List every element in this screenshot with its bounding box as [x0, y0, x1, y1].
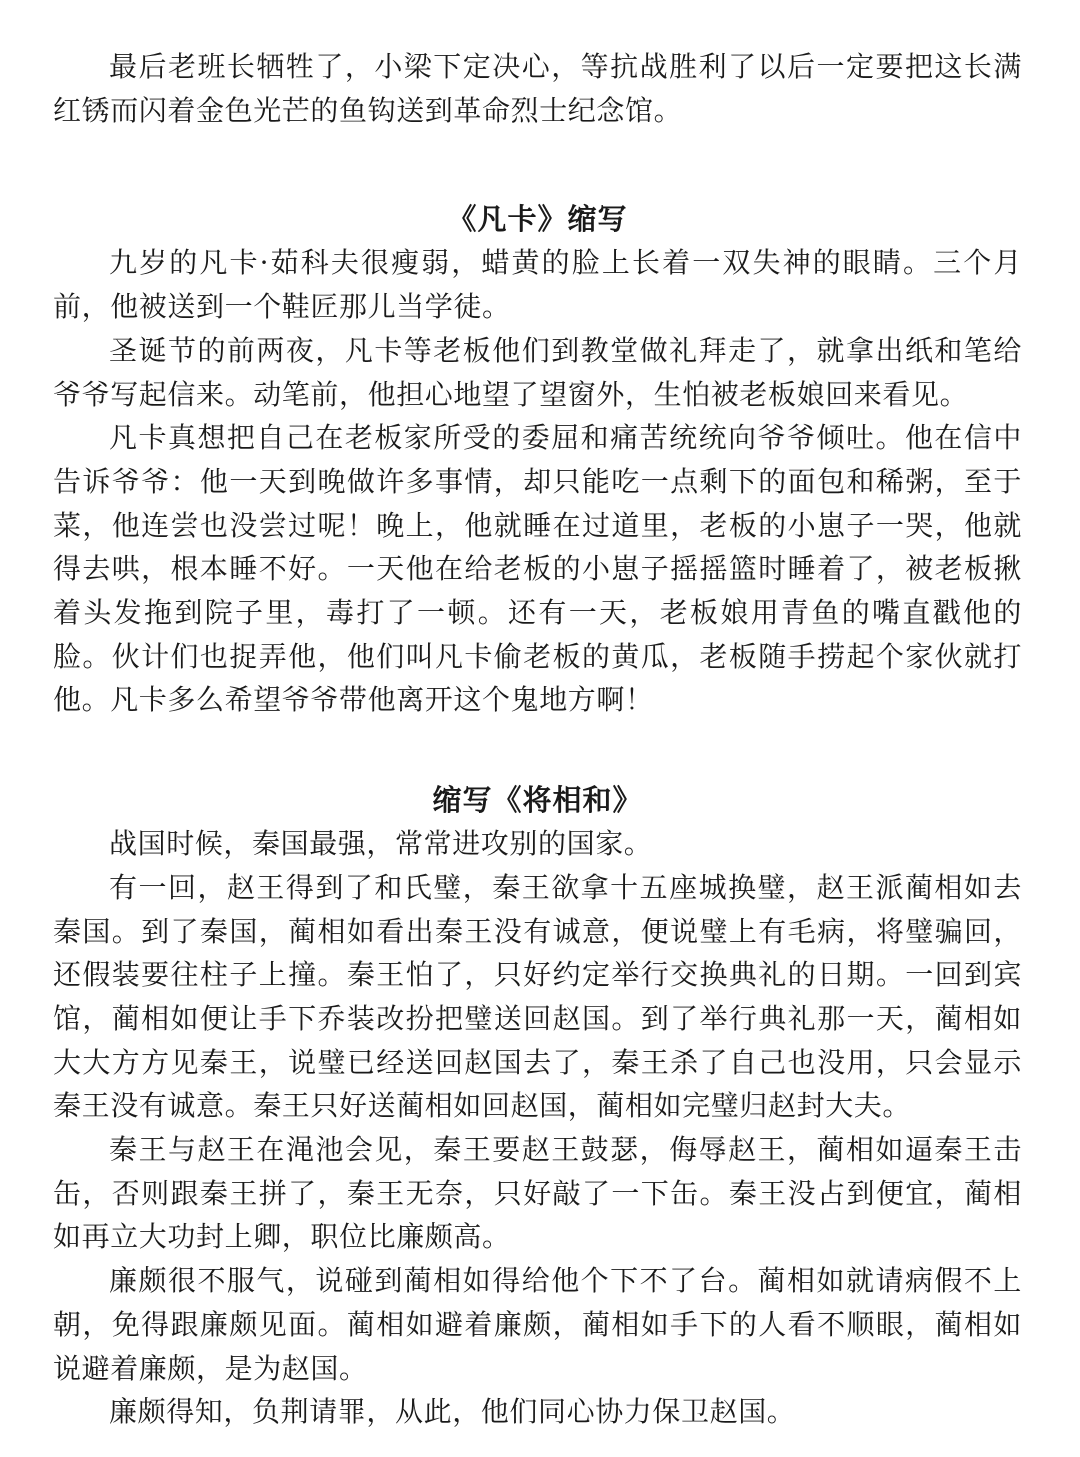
paragraph: 圣诞节的前两夜，凡卡等老板他们到教堂做礼拜走了，就拿出纸和笔给爷爷写起信来。动笔前，他担心地望了望窗外，生怕被老板娘回来看见。 [53, 333, 1022, 411]
paragraph: 廉颇得知，负荆请罪，从此，他们同心协力保卫赵国。 [109, 1395, 796, 1429]
paragraph: 有一回，赵王得到了和氏璧，秦王欲拿十五座城换璧，赵王派蔺相如去秦国。到了秦国，蔺相如看出秦王没有诚意，便说璧上有毛病，将璧骗回，还假装要往柱子上撞。秦王怕了，只好约定举行交换典礼的日期。一回到宾馆，蔺相如便让手下乔装改扮把璧送回赵国。到了举行典礼那一天，蔺相如大大方方见秦王，说璧已经送回赵国去了，秦王杀了自己也没用，只会显示秦王没有诚意。秦王只好送蔺相如回赵国，蔺相如完璧归赵封大夫。 [53, 870, 1022, 1123]
section-title: 缩写《将相和》 [432, 783, 643, 818]
intro-block [53, 45, 1022, 132]
section-title: 《凡卡》缩写 [447, 202, 628, 237]
paragraph: 凡卡真想把自己在老板家所受的委屈和痛苦统统向爷爷倾吐。他在信中告诉爷爷：他一天到晚做许多事情，却只能吃一点剩下的面包和稀粥，至于菜，他连尝也没尝过呢！晚上，他就睡在过道里，老板的小崽子一哭，他就得去哄，根本睡不好。一天他在给老板的小崽子摇摇篮时睡着了，被老板揪着头发拖到院子里，毒打了一顿。还有一天，老板娘用青鱼的嘴直戳他的脸。伙计们也捉弄他，他们叫凡卡偷老板的黄瓜，老板随手捞起个家伙就打他。凡卡多么希望爷爷带他离开这个鬼地方啊！ [53, 421, 1022, 717]
paragraph: 战国时候，秦国最强，常常进攻别的国家。 [109, 827, 653, 861]
paragraph: 廉颇很不服气，说碰到蔺相如得给他个下不了台。蔺相如就请病假不上朝，免得跟廉颇见面。蔺相如避着廉颇，蔺相如手下的人看不顺眼，蔺相如说避着廉颇，是为赵国。 [53, 1264, 1022, 1385]
paragraph: 秦王与赵王在渑池会见，秦王要赵王鼓瑟，侮辱赵王，蔺相如逼秦王击缶，否则跟秦王拼了，秦王无奈，只好敲了一下缶。秦王没占到便宜，蔺相如再立大功封上卿，职位比廉颇高。 [53, 1133, 1022, 1254]
paragraph: 九岁的凡卡·茹科夫很瘦弱，蜡黄的脸上长着一双失神的眼睛。三个月前，他被送到一个鞋匠那儿当学徒。 [53, 246, 1022, 324]
intro-paragraph: 最后老班长牺牲了，小梁下定决心，等抗战胜利了以后一定要把这长满红锈而闪着金色光芒的鱼钩送到革命烈士纪念馆。 [53, 50, 1022, 127]
section-jiangxianghe [53, 778, 1022, 1434]
section-fanka [53, 197, 1022, 722]
